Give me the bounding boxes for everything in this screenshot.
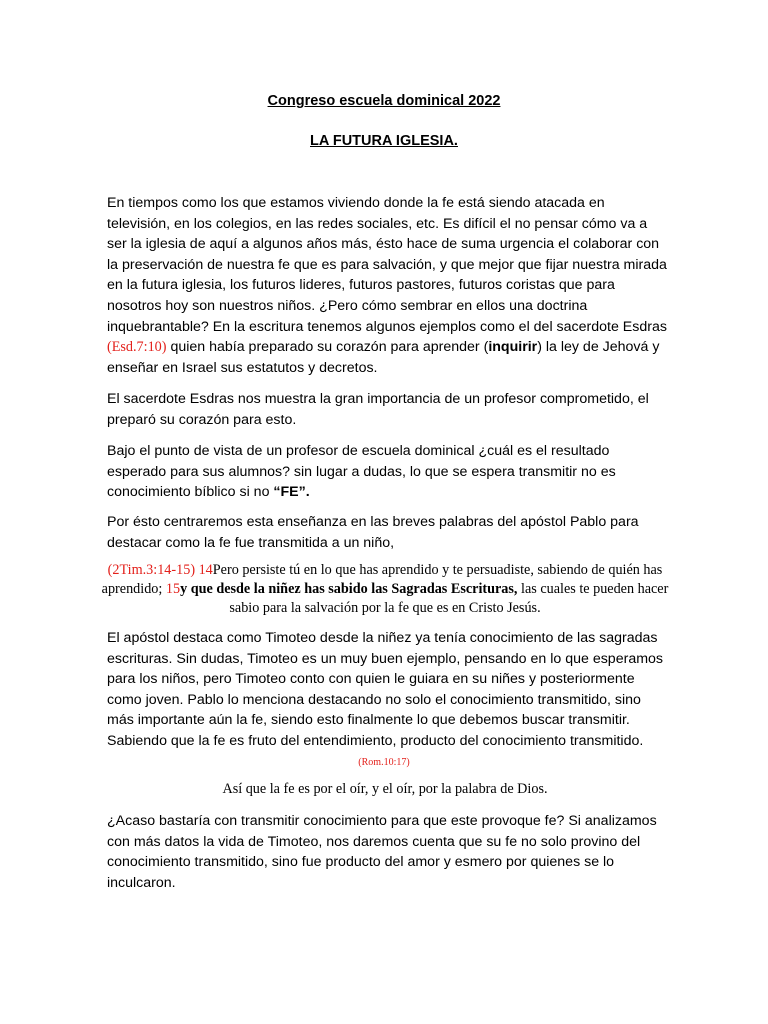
verse-number: 15 xyxy=(165,581,181,597)
document-title: Congreso escuela dominical 2022 xyxy=(267,93,501,109)
paragraph-question-text: Bajo el punto de vista de un profesor de escuela dominical ¿cuál es el resultado esperado para sus alumnos? sin lugar a dudas, lo que se espera transmitir no es conocimiento bíblico si no xyxy=(107,443,616,501)
paragraph-pablo: Por ésto centraremos esta enseñanza en las breves palabras del apóstol Pablo para destacar como la fe fue transmitida a un niño, xyxy=(107,514,639,551)
paragraph-closing: ¿Acaso bastaría con transmitir conocimiento para que este provoque fe? Si analizamos con más datos la vida de Timoteo, nos daremos cuenta que su fe no solo provino del conocimiento transmitido, sino fue producto del amor y esmero por quienes se lo inculcaron. xyxy=(107,813,657,891)
paragraph-question xyxy=(107,441,667,503)
scripture-reference-timothy: (2Tim.3:14-15) 14 xyxy=(107,562,213,578)
scripture-quote-romans: Así que la fe es por el oír, y el oír, por la palabra de Dios. xyxy=(222,781,548,797)
document-subtitle: LA FUTURA IGLESIA. xyxy=(310,133,458,149)
scripture-reference-esdras: (Esd.7:10) xyxy=(107,339,167,356)
scripture-quote-text: Pero persiste tú en lo que has aprendido y te persuadiste, sabiendo de quién has aprendido; xyxy=(101,562,663,597)
scripture-reference-romans: (Rom.10:17) xyxy=(358,757,410,768)
scripture-quote-timothy xyxy=(100,561,670,618)
bold-word-fe: “FE”. xyxy=(273,484,310,501)
paragraph-esdras: El sacerdote Esdras nos muestra la gran importancia de un profesor comprometido, el preparó su corazón para esto. xyxy=(107,391,649,428)
paragraph-timoteo: El apóstol destaca como Timoteo desde la niñez ya tenía conocimiento de las sagradas escrituras. Sin dudas, Timoteo es un muy buen ejemplo, pensando en lo que esperamos para los niños, pero Timoteo conto con quien le guiara en su niñes y posteriormente como joven. Pablo lo menciona destacando no solo el conocimiento transmitido, sino más importante aún la fe, siendo esto finalmente lo que debemos buscar transmitir. Sabiendo que la fe es fruto del entendimiento, producto del conocimiento transmitido. xyxy=(107,630,664,749)
scripture-quote-bold: y que desde la niñez has sabido las Sagradas Escrituras, xyxy=(180,581,518,597)
scripture-quote-text-2: las cuales te pueden hacer sabio para la salvación por la fe que es en Cristo Jesús. xyxy=(229,581,669,616)
paragraph-intro-text: En tiempos como los que estamos viviendo donde la fe está siendo atacada en televisión, en los colegios, en las redes sociales, etc. Es difícil el no pensar cómo va a ser la iglesia de aquí a algunos años más, ésto hace de suma urgencia el colaborar con la preservación de nuestra fe que es para salvación, y que mejor que fijar nuestra mirada en la futura iglesia, los futuros lideres, futuros pastores, futuros coristas que para nosotros hoy son nuestros niños. ¿Pero cómo sembrar en ellos una doctrina inquebrantable? En la escritura tenemos algunos ejemplos como el del sacerdote Esdras xyxy=(107,195,667,335)
bold-word-inquirir: inquirir xyxy=(488,339,538,356)
paragraph-intro xyxy=(107,193,667,378)
paragraph-intro-text-2: quien había preparado su corazón para aprender ( xyxy=(166,339,489,356)
paragraph-intro-text-3: ) la ley de Jehová y enseñar en Israel sus estatutos y decretos. xyxy=(107,339,660,376)
